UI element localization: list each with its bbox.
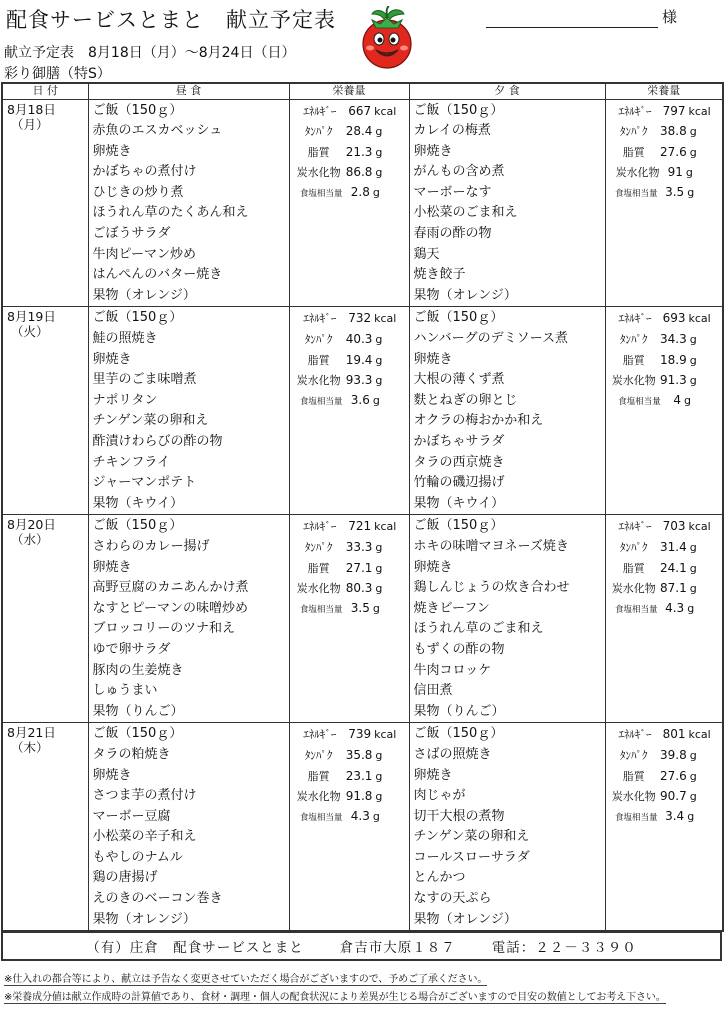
nutrient-unit-carb: g — [375, 790, 383, 804]
nutrient-value-energy: 739 — [348, 727, 372, 742]
nutrition-row-salt — [292, 809, 403, 830]
dinner-nutrition-cell — [605, 723, 723, 931]
nutrition-row-fat — [608, 144, 717, 165]
subtitle-label: 献立予定表 — [4, 45, 74, 61]
dinner-dish: かぼちゃサラダ — [413, 434, 505, 449]
lunch-dish: かぼちゃの煮付け — [92, 164, 197, 180]
company-address: 倉吉市大原１８７ — [339, 940, 456, 956]
dinner-dish: マーボーなす — [413, 184, 492, 200]
recipient-name-line — [486, 27, 658, 28]
nutrient-unit-salt: g — [687, 809, 695, 823]
nutrient-unit-fat: g — [689, 353, 697, 367]
lunch-dishes-cell — [88, 307, 289, 515]
nutrition-row-carb — [608, 164, 717, 185]
nutrient-value-fat: 27.6 — [660, 768, 687, 783]
lunch-dish: 豚肉の生姜焼き — [92, 662, 184, 678]
honorific-label: 様 — [662, 8, 678, 26]
dinner-dish: コールスローサラダ — [413, 849, 530, 865]
lunch-dish: チンゲン菜の卵和え — [92, 413, 209, 429]
dinner-dishes-cell — [409, 99, 605, 307]
lunch-dish: さわらのカレー揚げ — [92, 538, 210, 554]
nutrient-unit-carb: g — [689, 790, 697, 804]
date-range: 8月18日（月）～8月24日（日） — [88, 45, 296, 61]
lunch-dish: ごぼうサラダ — [92, 226, 171, 242]
nutrient-label-fat: 脂質 — [307, 561, 330, 575]
dinner-dish: 卵焼き — [413, 351, 453, 367]
dinner-dish: 大根の薄くず煮 — [413, 372, 505, 388]
lunch-dish: はんぺんのバター焼き — [92, 267, 223, 283]
nutrient-unit-salt: g — [687, 185, 695, 199]
dinner-dish: 肉じゃが — [413, 788, 466, 804]
nutrition-row-protein — [608, 539, 717, 560]
nutrient-value-salt: 3.6 — [350, 392, 370, 407]
dinner-dish: 果物（オレンジ） — [413, 287, 517, 303]
nutrient-value-protein: 35.8 — [345, 747, 373, 762]
nutrient-value-salt: 3.4 — [665, 808, 685, 823]
nutrition-row-fat — [292, 560, 403, 581]
nutrient-label-fat: 脂質 — [622, 353, 645, 367]
nutrition-row-fat — [292, 144, 403, 165]
nutrition-row-fat — [292, 352, 403, 373]
lunch-dish: なすとピーマンの味噌炒め — [92, 600, 248, 616]
nutrition-row-fat — [608, 352, 717, 373]
nutrition-row-carb — [608, 788, 717, 809]
lunch-dish: 卵焼き — [92, 143, 132, 159]
nutrient-unit-salt: g — [684, 393, 691, 407]
nutrition-row-protein — [608, 747, 717, 768]
day-date: 8月18日 — [7, 101, 56, 117]
nutrient-value-energy: 797 — [662, 103, 686, 118]
lunch-dish: 果物（キウイ） — [92, 495, 184, 511]
nutrient-unit-energy: kcal — [688, 312, 711, 326]
lunch-dish: ジャーマンポテト — [92, 475, 197, 491]
day-row — [2, 99, 723, 307]
lunch-dish: 牛肉ピーマン炒め — [92, 246, 196, 262]
nutrient-label-salt: 食塩相当量 — [615, 604, 658, 615]
dinner-nutrition-cell — [605, 307, 723, 515]
lunch-dish: チキンフライ — [92, 454, 170, 470]
lunch-dish: ご飯（150ｇ） — [92, 102, 183, 118]
nutrition-row-protein — [608, 331, 717, 352]
nutrient-value-fat: 27.6 — [660, 144, 687, 159]
nutrient-value-protein: 38.8 — [660, 124, 687, 139]
nutrient-label-carb: 炭水化物 — [611, 582, 656, 596]
dinner-dishes-cell — [409, 723, 605, 931]
company-phone: 電話：２２－３３９０ — [491, 940, 637, 956]
dinner-dish: 小松菜のごま和え — [413, 205, 518, 221]
lunch-dish: 里芋のごま味噌煮 — [92, 372, 197, 388]
nutrient-value-protein: 33.3 — [345, 539, 373, 554]
nutrient-unit-carb: g — [375, 374, 383, 388]
day-of-week: （水） — [11, 532, 49, 548]
dinner-dish: チンゲン菜の卵和え — [413, 829, 530, 845]
nutrient-value-energy: 703 — [662, 519, 686, 534]
nutrient-label-carb: 炭水化物 — [296, 166, 341, 180]
dinner-dish: ほうれん草のごま和え — [413, 621, 544, 637]
nutrient-unit-energy: kcal — [688, 728, 711, 742]
dinner-dish: ご飯（150ｇ） — [413, 310, 504, 326]
nutrient-label-energy: ｴﾈﾙｷﾞｰ — [618, 728, 652, 742]
dinner-dish: ハンバーグのデミソース煮 — [413, 331, 568, 347]
nutrition-row-carb — [292, 164, 403, 185]
lunch-dish: 卵焼き — [92, 559, 132, 575]
nutrient-label-salt: 食塩相当量 — [299, 188, 343, 199]
dinner-dish: 焼きビーフン — [413, 600, 490, 616]
day-of-week: （火） — [11, 324, 49, 340]
dinner-dish: 卵焼き — [413, 767, 453, 783]
day-date: 8月20日 — [7, 517, 56, 533]
lunch-dish: もやしのナムル — [92, 849, 183, 865]
dinner-dish: 果物（りんご） — [413, 703, 505, 719]
lunch-dish: ほうれん草のたくあん和え — [92, 205, 249, 221]
date-cell — [2, 99, 88, 307]
nutrient-unit-salt: g — [687, 601, 695, 615]
nutrition-row-energy — [608, 103, 717, 124]
dinner-dishes-cell — [409, 515, 605, 723]
lunch-nutrition-cell — [289, 99, 409, 307]
nutrition-row-carb — [608, 580, 717, 601]
table-header-row — [2, 83, 723, 99]
nutrition-row-carb — [292, 788, 403, 809]
nutrient-value-energy: 693 — [662, 311, 686, 326]
nutrient-value-salt: 3.5 — [350, 600, 370, 615]
nutrient-unit-carb: g — [375, 582, 383, 596]
nutrient-label-fat: 脂質 — [307, 145, 330, 159]
date-cell — [2, 515, 88, 723]
lunch-nutrition-cell — [289, 723, 409, 931]
lunch-dishes-cell — [88, 515, 289, 723]
nutrient-value-fat: 19.4 — [345, 352, 373, 367]
column-header-date: 日 付 — [2, 83, 88, 99]
column-header-lunch: 昼 食 — [88, 83, 289, 99]
lunch-dish: 果物（オレンジ） — [92, 287, 196, 303]
dinner-dish: 竹輪の磯辺揚げ — [413, 475, 505, 491]
nutrient-unit-fat: g — [689, 769, 697, 783]
nutrient-label-protein: ﾀﾝﾊﾟｸ — [620, 333, 648, 347]
day-row — [2, 723, 723, 931]
nutrient-value-salt: 2.8 — [350, 184, 370, 199]
nutrient-value-salt: 4.3 — [350, 808, 370, 823]
date-cell — [2, 307, 88, 515]
tomato-mascot-icon — [356, 6, 418, 70]
date-cell — [2, 723, 88, 931]
nutrient-label-protein: ﾀﾝﾊﾟｸ — [620, 540, 648, 554]
nutrient-unit-salt: g — [372, 185, 380, 199]
lunch-dish: ひじきの炒り煮 — [92, 184, 184, 200]
nutrition-row-salt — [292, 185, 403, 206]
lunch-dish: ナポリタン — [92, 392, 158, 408]
nutrient-unit-carb: g — [685, 166, 693, 180]
nutrition-row-energy — [292, 310, 403, 331]
nutrient-unit-fat: g — [375, 769, 383, 783]
nutrition-row-protein — [292, 123, 403, 144]
lunch-dish: えのきのベーコン巻き — [92, 891, 223, 907]
nutrient-value-protein: 40.3 — [345, 332, 373, 347]
nutrient-label-fat: 脂質 — [622, 145, 645, 159]
nutrient-label-fat: 脂質 — [307, 353, 330, 367]
dinner-dish: 信田煮 — [413, 683, 453, 699]
nutrition-row-protein — [292, 331, 403, 352]
nutrient-label-protein: ﾀﾝﾊﾟｸ — [620, 748, 648, 762]
nutrition-row-protein — [292, 539, 403, 560]
nutrient-value-energy: 732 — [348, 311, 372, 326]
nutrient-value-carb: 90.7 — [660, 789, 687, 804]
lunch-nutrition-cell — [289, 307, 409, 515]
lunch-dish: 果物（オレンジ） — [92, 911, 196, 927]
nutrient-value-protein: 34.3 — [660, 332, 687, 347]
day-row — [2, 515, 723, 723]
column-header-lunch-nutrition: 栄養量 — [289, 83, 409, 99]
nutrient-value-carb: 93.3 — [345, 373, 373, 388]
nutrient-label-carb: 炭水化物 — [615, 166, 660, 180]
nutrient-unit-energy: kcal — [374, 728, 397, 742]
dinner-dish: ご飯（150ｇ） — [413, 102, 504, 118]
nutrient-unit-carb: g — [689, 582, 697, 596]
dinner-nutrition-cell — [605, 515, 723, 723]
nutrient-value-energy: 667 — [348, 103, 372, 118]
lunch-dish: ブロッコリーのツナ和え — [92, 621, 235, 637]
nutrient-value-carb: 80.3 — [345, 581, 373, 596]
page-title: 配食サービスとまと 献立予定表 — [6, 8, 336, 32]
nutrient-value-protein: 28.4 — [345, 124, 373, 139]
nutrient-label-carb: 炭水化物 — [611, 790, 656, 804]
nutrient-unit-protein: g — [689, 125, 697, 139]
dinner-dish: とんかつ — [413, 870, 466, 886]
dinner-dish: ホキの味噌マヨネーズ焼き — [413, 538, 569, 554]
day-of-week: （木） — [11, 740, 49, 756]
nutrient-value-salt: 3.5 — [665, 184, 685, 199]
lunch-dish: 赤魚のエスカベッシュ — [92, 123, 223, 139]
nutrient-label-protein: ﾀﾝﾊﾟｸ — [304, 540, 333, 554]
lunch-dish: 鶏の唐揚げ — [92, 870, 158, 886]
nutrition-row-energy — [608, 310, 717, 331]
nutrient-unit-salt: g — [372, 601, 380, 615]
nutrient-label-energy: ｴﾈﾙｷﾞｰ — [303, 312, 337, 326]
nutrient-unit-protein: g — [375, 125, 383, 139]
nutrient-unit-fat: g — [375, 145, 383, 159]
lunch-dishes-cell — [88, 723, 289, 931]
nutrient-unit-energy: kcal — [688, 104, 711, 118]
nutrient-label-salt: 食塩相当量 — [299, 812, 343, 823]
dinner-dishes-cell — [409, 307, 605, 515]
nutrition-row-salt — [608, 185, 717, 206]
nutrient-value-fat: 18.9 — [660, 352, 687, 367]
nutrient-label-energy: ｴﾈﾙｷﾞｰ — [618, 312, 652, 326]
company-footer — [1, 931, 722, 961]
nutrition-row-salt — [292, 601, 403, 622]
dinner-dish: 卵焼き — [413, 143, 453, 159]
nutrient-label-energy: ｴﾈﾙｷﾞｰ — [618, 520, 652, 534]
dinner-dish: オクラの梅おかか和え — [413, 413, 544, 429]
dinner-dish: 春雨の酢の物 — [413, 226, 492, 242]
nutrition-row-fat — [608, 768, 717, 789]
nutrient-label-energy: ｴﾈﾙｷﾞｰ — [303, 520, 337, 534]
nutrient-value-carb: 91.3 — [660, 373, 687, 388]
nutrient-label-salt: 食塩相当量 — [615, 188, 658, 199]
nutrient-unit-energy: kcal — [374, 520, 397, 534]
note-nutrition-estimate: ※栄養成分値は献立作成時の計算値であり、食材・調理・個人の配食状況により差異が生じる場合がございますので目安の数値としてお考え下さい。 — [4, 988, 666, 1004]
nutrient-unit-protein: g — [689, 748, 697, 762]
dinner-dish: タラの西京焼き — [413, 454, 505, 470]
nutrition-row-carb — [608, 372, 717, 393]
lunch-dish: 卵焼き — [92, 351, 132, 367]
nutrient-label-energy: ｴﾈﾙｷﾞｰ — [618, 104, 652, 118]
dinner-dish: ご飯（150ｇ） — [413, 518, 504, 534]
nutrient-unit-salt: g — [372, 809, 380, 823]
nutrition-row-carb — [292, 580, 403, 601]
lunch-dish: ご飯（150ｇ） — [92, 518, 183, 534]
nutrient-label-protein: ﾀﾝﾊﾟｸ — [304, 125, 333, 139]
dinner-dish: 麩とねぎの卵とじ — [413, 392, 518, 408]
day-row — [2, 307, 723, 515]
dinner-dish: カレイの梅煮 — [413, 123, 491, 139]
note-menu-change: ※仕入れの都合等により、献立は予告なく変更させていただく場合がございますので、予めご了承ください。 — [4, 970, 487, 986]
menu-name: 彩り御膳（特S） — [4, 66, 111, 82]
nutrient-value-energy: 801 — [662, 727, 686, 742]
lunch-nutrition-cell — [289, 515, 409, 723]
lunch-dish: 卵焼き — [92, 767, 132, 783]
lunch-dish: 酢漬けわらびの酢の物 — [92, 434, 223, 449]
day-of-week: （月） — [11, 116, 49, 132]
nutrient-value-protein: 31.4 — [660, 539, 687, 554]
dinner-dish: ご飯（150ｇ） — [413, 726, 504, 742]
lunch-dish: しゅうまい — [92, 683, 158, 699]
dinner-dish: さばの照焼き — [413, 746, 492, 762]
lunch-dish: 高野豆腐のカニあんかけ煮 — [92, 580, 249, 596]
nutrient-unit-carb: g — [375, 166, 383, 180]
schedule-subtitle — [4, 42, 295, 62]
nutrient-unit-carb: g — [689, 374, 697, 388]
nutrition-row-energy — [608, 518, 717, 539]
nutrition-row-salt — [292, 393, 403, 414]
nutrient-label-carb: 炭水化物 — [296, 582, 341, 596]
nutrient-value-fat: 23.1 — [345, 768, 373, 783]
dinner-dish: 果物（オレンジ） — [413, 911, 517, 927]
nutrition-row-energy — [608, 726, 717, 747]
nutrient-unit-fat: g — [689, 561, 697, 575]
nutrient-unit-protein: g — [689, 333, 697, 347]
lunch-dish: 果物（りんご） — [92, 703, 184, 719]
dinner-nutrition-cell — [605, 99, 723, 307]
nutrient-unit-energy: kcal — [374, 312, 397, 326]
nutrition-row-salt — [608, 601, 717, 622]
nutrition-row-carb — [292, 372, 403, 393]
nutrient-unit-protein: g — [375, 748, 383, 762]
lunch-dish: ゆで卵サラダ — [92, 641, 171, 657]
day-date: 8月19日 — [7, 309, 56, 325]
nutrient-unit-salt: g — [372, 393, 380, 407]
nutrient-unit-energy: kcal — [374, 104, 397, 118]
nutrient-label-protein: ﾀﾝﾊﾟｸ — [304, 748, 333, 762]
lunch-dish: さつま芋の煮付け — [92, 788, 197, 804]
dinner-dish: 切干大根の煮物 — [413, 808, 505, 824]
lunch-dish: ご飯（150ｇ） — [92, 726, 183, 742]
day-date: 8月21日 — [7, 725, 56, 741]
nutrient-label-salt: 食塩相当量 — [615, 812, 658, 823]
lunch-dish: マーボー豆腐 — [92, 808, 171, 824]
nutrition-row-salt — [608, 393, 717, 414]
lunch-dish: 小松菜の辛子和え — [92, 829, 197, 845]
column-header-dinner: 夕 食 — [409, 83, 605, 99]
lunch-dish: 鮭の照焼き — [92, 331, 158, 347]
nutrient-label-salt: 食塩相当量 — [299, 604, 343, 615]
nutrient-value-protein: 39.8 — [660, 747, 687, 762]
nutrient-label-protein: ﾀﾝﾊﾟｸ — [620, 125, 648, 139]
nutrient-unit-fat: g — [375, 353, 383, 367]
dinner-dish: もずくの酢の物 — [413, 641, 505, 657]
nutrient-unit-protein: g — [689, 540, 697, 554]
nutrient-label-protein: ﾀﾝﾊﾟｸ — [304, 333, 333, 347]
lunch-dishes-cell — [88, 99, 289, 307]
dinner-dish: 卵焼き — [413, 559, 453, 575]
nutrient-label-energy: ｴﾈﾙｷﾞｰ — [303, 104, 337, 118]
nutrient-unit-fat: g — [689, 145, 697, 159]
lunch-dish: ご飯（150ｇ） — [92, 310, 183, 326]
dinner-dish: 牛肉コロッケ — [413, 662, 492, 678]
company-name: （有）庄倉 配食サービスとまと — [86, 940, 304, 956]
nutrient-label-carb: 炭水化物 — [611, 374, 656, 388]
nutrient-value-fat: 24.1 — [660, 560, 687, 575]
nutrient-value-fat: 21.3 — [345, 144, 373, 159]
lunch-dish: タラの粕焼き — [92, 746, 171, 762]
nutrient-value-energy: 721 — [348, 519, 372, 534]
nutrition-row-salt — [608, 809, 717, 830]
nutrient-label-energy: ｴﾈﾙｷﾞｰ — [303, 728, 337, 742]
column-header-dinner-nutrition: 栄養量 — [605, 83, 723, 99]
dinner-dish: がんもの含め煮 — [413, 164, 505, 180]
nutrient-value-carb: 91 — [667, 165, 683, 180]
nutrition-row-protein — [292, 747, 403, 768]
dinner-dish: 焼き餃子 — [413, 267, 466, 283]
dinner-dish: 果物（キウイ） — [413, 495, 505, 511]
nutrient-unit-protein: g — [375, 333, 383, 347]
dinner-dish: 鶏しんじょうの炊き合わせ — [413, 580, 570, 596]
nutrient-value-fat: 27.1 — [345, 560, 373, 575]
nutrition-row-energy — [292, 726, 403, 747]
nutrition-row-fat — [292, 768, 403, 789]
nutrition-row-fat — [608, 560, 717, 581]
nutrient-label-fat: 脂質 — [622, 561, 645, 575]
nutrient-unit-fat: g — [375, 561, 383, 575]
nutrient-label-carb: 炭水化物 — [296, 374, 341, 388]
nutrient-value-salt: 4.3 — [665, 600, 685, 615]
nutrient-label-carb: 炭水化物 — [296, 790, 341, 804]
nutrient-unit-protein: g — [375, 540, 383, 554]
nutrition-row-protein — [608, 123, 717, 144]
nutrient-value-salt: 4 — [673, 392, 681, 407]
nutrient-value-carb: 87.1 — [660, 581, 687, 596]
nutrient-label-fat: 脂質 — [622, 769, 645, 783]
nutrient-unit-energy: kcal — [688, 520, 711, 534]
dinner-dish: 鶏天 — [413, 246, 440, 262]
nutrient-label-fat: 脂質 — [307, 769, 330, 783]
nutrient-value-carb: 91.8 — [345, 789, 373, 804]
dinner-dish: なすの天ぷら — [413, 891, 492, 907]
nutrition-row-energy — [292, 103, 403, 124]
nutrition-row-energy — [292, 518, 403, 539]
menu-table — [1, 82, 724, 932]
nutrient-label-salt: 食塩相当量 — [299, 396, 343, 407]
nutrient-label-salt: 食塩相当量 — [618, 396, 661, 407]
nutrient-value-carb: 86.8 — [345, 165, 373, 180]
